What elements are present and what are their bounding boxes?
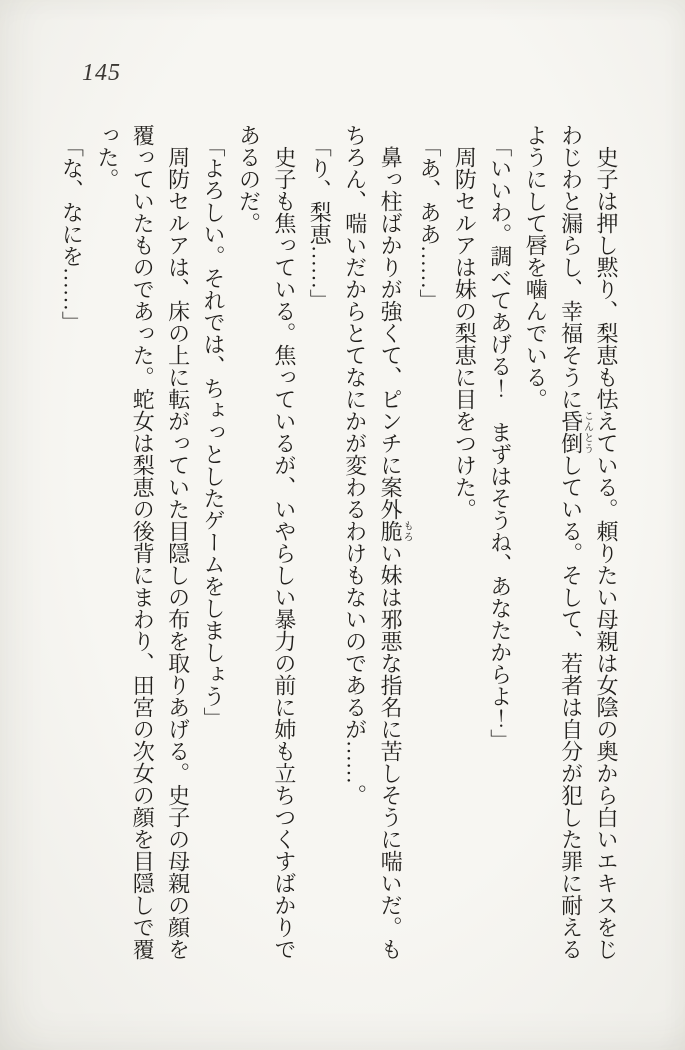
page-number: 145 — [82, 60, 121, 86]
paragraph-narrative: 鼻っ柱ばかりが強くて、ピンチに案外脆もろい妹は邪悪な指名に苦しそうに喘いだ。もちろん、喘いだからとてなにかが変わるわけもないのであるが……。 — [342, 124, 413, 960]
paragraph-narrative: 史子は押し黙り、梨恵も怯えている。頼りたい母親は女陰の奥から白いエキスをじわじわと漏らし、幸福そうに昏倒こんとうしている。そして、若者は自分が犯した罪に耐えるようにして唇を噛んでいる。 — [523, 124, 619, 960]
furigana: 脆もろ — [378, 520, 413, 542]
furigana: 昏倒こんとう — [558, 410, 593, 454]
paragraph-dialogue: 「あ、ああ……」 — [416, 135, 442, 311]
paragraph-narrative: 史子も焦っている。焦っているが、いやらしい暴力の前に姉も立ちつくすばかりであるのだ。 — [236, 124, 297, 960]
paragraph-narrative: 周防セルアは、床の上に転がっていた目隠しの布を取りあげる。史子の母親の顔を覆っていたものであった。蛇女は梨恵の後背にまわり、田宮の次女の顔を目隠しで覆った。 — [94, 124, 191, 960]
body-text — [58, 124, 624, 961]
paragraph-dialogue: 「り、梨恵……」 — [307, 135, 333, 311]
paragraph-dialogue: 「な、なにを……」 — [59, 135, 85, 333]
paragraph-dialogue: 「よろしい。それでは、ちょっとしたゲームをしましょう」 — [201, 135, 227, 729]
paragraph-dialogue: 「いいわ。調べてあげる！ まずはそうね、あなたからよ！」 — [487, 135, 513, 751]
paragraph-narrative: 周防セルアは妹の梨恵に目をつけた。 — [452, 146, 478, 520]
